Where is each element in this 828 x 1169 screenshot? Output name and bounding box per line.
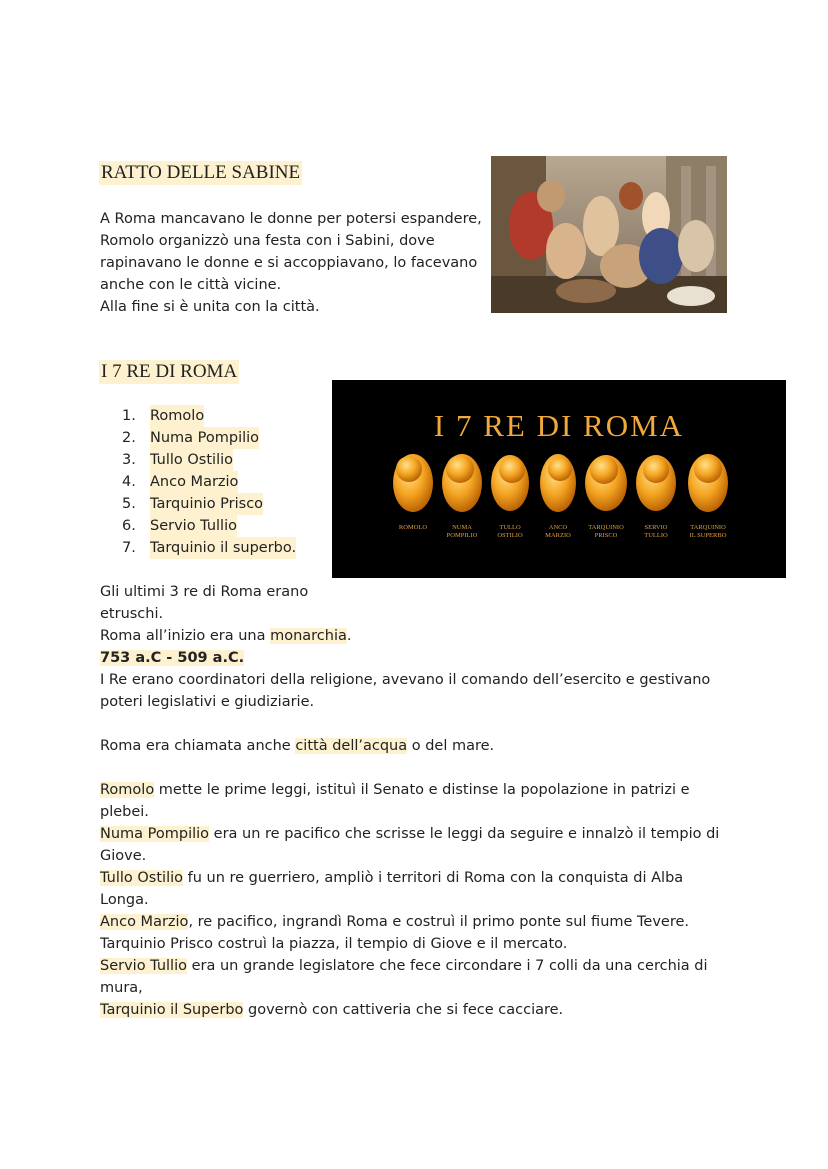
text-line: anche con le città vicine. [100,277,282,293]
list-number: 5. [122,496,136,512]
highlight-tullo: Tullo Ostilio [100,870,183,886]
list-number: 7. [122,540,136,556]
text-line: Longa. [100,892,149,908]
list-item [122,515,296,537]
text-line: Tullo Ostilio fu un re guerriero, ampliò i territori di Roma con la conquista di Alba [100,870,684,886]
text-line: Romolo organizzò una festa con i Sabini, dove [100,233,435,249]
poster-label: OSTILIO [497,532,523,539]
poster-label: TARQUINIO [690,524,726,531]
poster-illustration [332,380,786,578]
poster-label: ANCO [548,524,568,531]
list-number: 3. [122,452,136,468]
ratto-painting-image [491,156,727,313]
text-line: Roma era chiamata anche città dell’acqua o del mare. [100,738,495,754]
text-line: Tarquinio Prisco costruì la piazza, il tempio di Giove e il mercato. [100,936,568,952]
highlight-acqua: città dell’acqua [295,738,408,754]
text-line: mura, [100,980,143,996]
list-item [122,471,296,493]
king-name: Tullo Ostilio [150,449,233,471]
highlight-servio: Servio Tullio [100,958,187,974]
poster-label: TARQUINIO [588,524,624,531]
highlight-superbo: Tarquinio il Superbo [100,1002,244,1018]
poster-label: NUMA [452,524,472,531]
text-line: I Re erano coordinatori della religione, avevano il comando dell’esercito e gestivano [100,672,711,688]
list-item [122,449,296,471]
text-line: rapinavano le donne e si accoppiavano, lo facevano [100,255,478,271]
text-line: Roma all’inizio era una monarchia. [100,628,352,644]
poster-label: PRISCO [594,532,618,539]
king-name: Tarquinio Prisco [150,493,263,515]
poster-label: ROMOLO [398,524,428,531]
body-text [100,581,740,1021]
list-item [122,405,296,427]
king-name: Servio Tullio [150,515,237,537]
highlight-dates: 753 a.C - 509 a.C. [100,650,245,666]
section-title-re: I 7 RE DI ROMA [101,361,238,382]
highlight-numa: Numa Pompilio [100,826,210,842]
dates-line [100,647,740,669]
list-number: 2. [122,430,136,446]
text-line: Alla fine si è unita con la città. [100,299,320,315]
list-item [122,427,296,449]
list-number: 1. [122,408,136,424]
poster-label: TULLO [499,524,521,531]
poster-label: IL SUPERBO [689,532,727,539]
list-item [122,537,296,559]
text-line: Gli ultimi 3 re di Roma erano [100,584,309,600]
list-item [122,493,296,515]
text-line: poteri legislativi e giudiziarie. [100,694,315,710]
poster-label: MARZIO [545,532,571,539]
text-line: etruschi. [100,606,164,622]
text-line: Servio Tullio era un grande legislatore che fece circondare i 7 colli da una cerchia di [100,958,708,974]
text-line: Romolo mette le prime leggi, istituì il Senato e distinse la popolazione in patrizi e [100,782,690,798]
blank-line [100,713,740,735]
kings-list [122,405,296,559]
text-line: Numa Pompilio era un re pacifico che scrisse le leggi da seguire e innalzò il tempio di [100,826,720,842]
section-title-ratto: RATTO DELLE SABINE [101,162,301,183]
text-line: A Roma mancavano le donne per potersi espandere, [100,211,482,227]
text-line: Tarquinio il Superbo governò con cattiveria che si fece cacciare. [100,1002,564,1018]
ratto-paragraph [100,208,482,318]
poster-title: I 7 RE DI ROMA [433,408,685,443]
poster-label: POMPILIO [446,532,478,539]
poster-label: TULLIO [644,532,668,539]
king-name: Romolo [150,405,204,427]
list-number: 6. [122,518,136,534]
text-line: plebei. [100,804,149,820]
highlight-monarchia: monarchia [270,628,347,644]
king-name: Tarquinio il superbo. [150,537,296,559]
poster-label: SERVIO [644,524,668,531]
text-line: Giove. [100,848,147,864]
text-line: Anco Marzio, re pacifico, ingrandì Roma e costruì il primo ponte sul fiume Tevere. [100,914,690,930]
list-number: 4. [122,474,136,490]
seven-kings-poster [332,380,786,578]
painting-illustration [491,156,727,313]
highlight-romolo: Romolo [100,782,155,798]
king-name: Numa Pompilio [150,427,259,449]
highlight-anco: Anco Marzio [100,914,189,930]
king-name: Anco Marzio [150,471,238,493]
blank-line [100,757,740,779]
